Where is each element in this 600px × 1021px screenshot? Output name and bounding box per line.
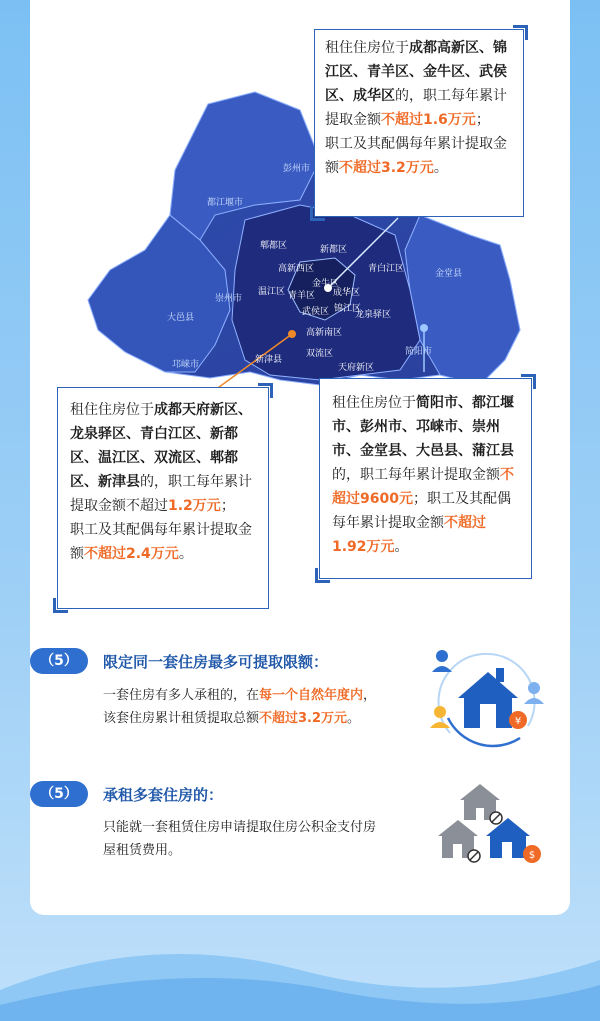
bubble-top-limit-couple: 不超过3.2万元 xyxy=(339,160,434,176)
bottom-wave xyxy=(0,930,600,1021)
section1-title: 限定同一套住房最多可提取限额： xyxy=(103,653,329,671)
leader-dot-left xyxy=(288,330,296,338)
section2-title: 承租多套住房的： xyxy=(103,786,224,804)
section1-text: 。 xyxy=(347,711,361,726)
section1-text: ， xyxy=(363,688,377,703)
section1-highlight-limit: 不超过3.2万元 xyxy=(259,711,348,726)
map-label-qingbaijiang: 青白江区 xyxy=(368,264,405,274)
section1-body xyxy=(103,684,423,730)
shared-house-icon xyxy=(420,638,550,750)
bubble-right-text: 。 xyxy=(394,539,409,555)
map-label-jintang: 金堂县 xyxy=(435,269,463,279)
section2-text: 屋租赁费用。 xyxy=(103,843,182,858)
map-label-xindu: 新都区 xyxy=(320,245,348,255)
bubble-left-limit-couple: 不超过2.4万元 xyxy=(84,546,179,562)
map-label-wuhou: 武侯区 xyxy=(302,307,330,317)
bubble-left-text: 。 xyxy=(178,546,193,562)
bubble-left-text: 的，职工每年累计提取金额不超过 xyxy=(70,474,252,514)
map-label-chenghua: 成华区 xyxy=(333,288,361,298)
map-label-jianyang: 简阳市 xyxy=(405,347,433,357)
section2-tag: （5） xyxy=(30,781,88,807)
bubble-right-limit-single: 不超过9600元 xyxy=(332,467,514,507)
map-label-qionglai: 邛崃市 xyxy=(172,360,200,370)
leader-dot-right xyxy=(420,324,428,332)
bubble-top-text: ； xyxy=(475,112,490,128)
map-label-gaoxinxi: 高新西区 xyxy=(278,264,315,274)
map-label-qingyang: 青羊区 xyxy=(288,291,316,301)
map-label-jinniu: 金牛区 xyxy=(312,279,340,289)
map-label-pidu: 郫都区 xyxy=(260,241,288,251)
map-label-shuangliu: 双流区 xyxy=(306,349,334,359)
bubble-left-text: 职工及其配偶每年累计提取金额 xyxy=(70,522,252,562)
section1-tag: （5） xyxy=(30,648,88,674)
map-label-dujiangyan: 都江堰市 xyxy=(207,198,244,208)
bubble-right-text: 租住住房位于 xyxy=(332,395,416,411)
info-bubble-left xyxy=(57,387,269,609)
section2-text: 只能就一套租赁住房申请提取住房公积金支付房 xyxy=(103,820,377,835)
bubble-left-text: ； xyxy=(220,498,235,514)
map-label-tianfu: 天府新区 xyxy=(338,363,375,373)
bubble-right-limit-couple: 不超过1.92万元 xyxy=(332,515,486,555)
leader-line-bottom xyxy=(450,590,455,615)
map-label-pengzhou: 彭州市 xyxy=(283,164,311,174)
map-label-chongzhou: 崇州市 xyxy=(215,294,243,304)
bubble-top-text: 的，职工每年累计提取金额 xyxy=(325,88,507,128)
map-label-dayi: 大邑县 xyxy=(167,313,195,323)
section2-body xyxy=(103,816,423,862)
bubble-top-text: 租住住房位于 xyxy=(325,40,409,56)
map-label-jinjiang: 锦江区 xyxy=(334,304,362,314)
map-label-longquanyi: 龙泉驿区 xyxy=(355,310,392,320)
section1-highlight-year: 每一个自然年度内 xyxy=(259,688,364,703)
multiple-houses-icon xyxy=(436,778,546,868)
bubble-left-limit-single: 1.2万元 xyxy=(168,498,221,514)
info-bubble-right xyxy=(319,378,532,579)
dollar-icon: $ xyxy=(528,850,536,861)
info-bubble-top xyxy=(314,29,524,217)
map-label-wenjiang: 温江区 xyxy=(258,287,286,297)
map-label-xinjin: 新津县 xyxy=(255,355,283,365)
bubble-right-text: 的，职工每年累计提取金额 xyxy=(332,467,500,483)
bubble-right-text: ；职工及其配偶每年累计提取金额 xyxy=(332,491,511,531)
bubble-left-districts: 成都天府新区、龙泉驿区、青白江区、新都区、温江区、双流区、郫都区、新津县 xyxy=(70,402,252,490)
section1-text: 一套住房有多人承租的，在 xyxy=(103,688,260,703)
bubble-top-text: 职工及其配偶每年累计提取金额 xyxy=(325,136,507,176)
map-label-gaoxinnan: 高新南区 xyxy=(306,328,343,338)
bubble-left-text: 租住住房位于 xyxy=(70,402,154,418)
bubble-right-districts: 简阳市、都江堰市、彭州市、邛崃市、崇州市、金堂县、大邑县、蒲江县 xyxy=(332,395,514,459)
section1-text: 该套住房累计租赁提取总额 xyxy=(103,711,260,726)
bubble-top-limit-single: 不超过1.6万元 xyxy=(381,112,476,128)
yen-icon: ¥ xyxy=(514,716,522,727)
bubble-top-text: 。 xyxy=(433,160,448,176)
bubble-top-districts: 成都高新区、锦江区、青羊区、金牛区、武侯区、成华区 xyxy=(325,40,507,104)
